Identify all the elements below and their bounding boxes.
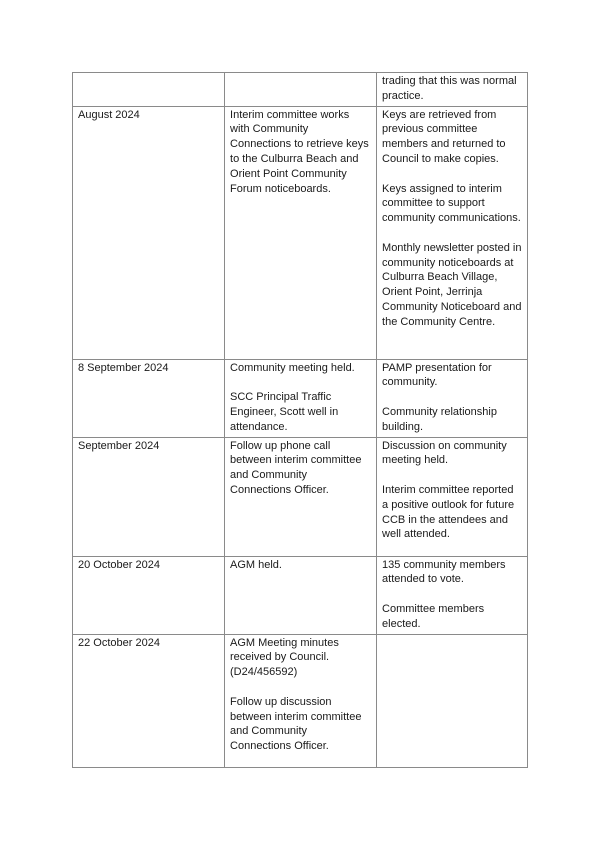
date-cell (73, 359, 225, 437)
action-text: Interim committee works with Community Connections to retrieve keys to the Culburra Beach and Orient Point Community Forum noticeboards. (230, 108, 369, 195)
date-text: August 2024 (78, 108, 140, 121)
timeline-table-body (73, 73, 528, 768)
outcome-text: Keys are retrieved from previous committee members and returned to Council to make copies. (382, 108, 506, 165)
action-cell (225, 359, 377, 437)
table-row (73, 556, 528, 634)
outcome-text: Committee members elected. (382, 602, 485, 630)
outcome-text: Monthly newsletter posted in community noticeboards at Culburra Beach Village, Orient Point, Jerrinja Community Noticeboard and the Community Centre. (382, 241, 522, 328)
date-cell (73, 556, 225, 634)
timeline-table (72, 72, 528, 768)
action-text: AGM Meeting minutes received by Council. (D24/456592) (230, 636, 339, 679)
outcome-cell (377, 634, 528, 767)
table-row (73, 634, 528, 767)
action-cell (225, 106, 377, 359)
table-row (73, 437, 528, 556)
date-text: 22 October 2024 (78, 636, 160, 649)
date-text: 20 October 2024 (78, 558, 160, 571)
outcome-cell (377, 73, 528, 107)
action-text: Follow up phone call between interim committee and Community Connections Officer. (230, 439, 362, 496)
action-cell (225, 73, 377, 107)
action-text: SCC Principal Traffic Engineer, Scott well in attendance. (230, 391, 339, 433)
table-row (73, 73, 528, 107)
action-text: Community meeting held. (230, 361, 355, 374)
date-cell (73, 437, 225, 556)
outcome-cell (377, 106, 528, 359)
table-row (73, 106, 528, 359)
outcome-text: PAMP presentation for community. (382, 361, 492, 389)
date-text: September 2024 (78, 439, 160, 452)
date-cell (73, 73, 225, 107)
outcome-text: Keys assigned to interim committee to support community communications. (382, 182, 521, 225)
table-row (73, 359, 528, 437)
outcome-text: Interim committee reported a positive outlook for future CCB in the attendees and well attended. (382, 483, 515, 541)
action-text: Follow up discussion between interim committee and Community Connections Officer. (230, 695, 362, 753)
outcome-text: 135 community members attended to vote. (382, 558, 506, 586)
date-cell (73, 634, 225, 767)
action-text: AGM held. (230, 558, 282, 571)
action-cell (225, 556, 377, 634)
outcome-text: Discussion on community meeting held. (382, 439, 507, 467)
date-text: 8 September 2024 (78, 361, 169, 374)
outcome-text: trading that this was normal practice. (382, 75, 517, 102)
outcome-text: Community relationship building. (382, 405, 497, 433)
action-cell (225, 437, 377, 556)
outcome-cell (377, 556, 528, 634)
outcome-cell (377, 437, 528, 556)
outcome-cell (377, 359, 528, 437)
date-cell (73, 106, 225, 359)
action-cell (225, 634, 377, 767)
